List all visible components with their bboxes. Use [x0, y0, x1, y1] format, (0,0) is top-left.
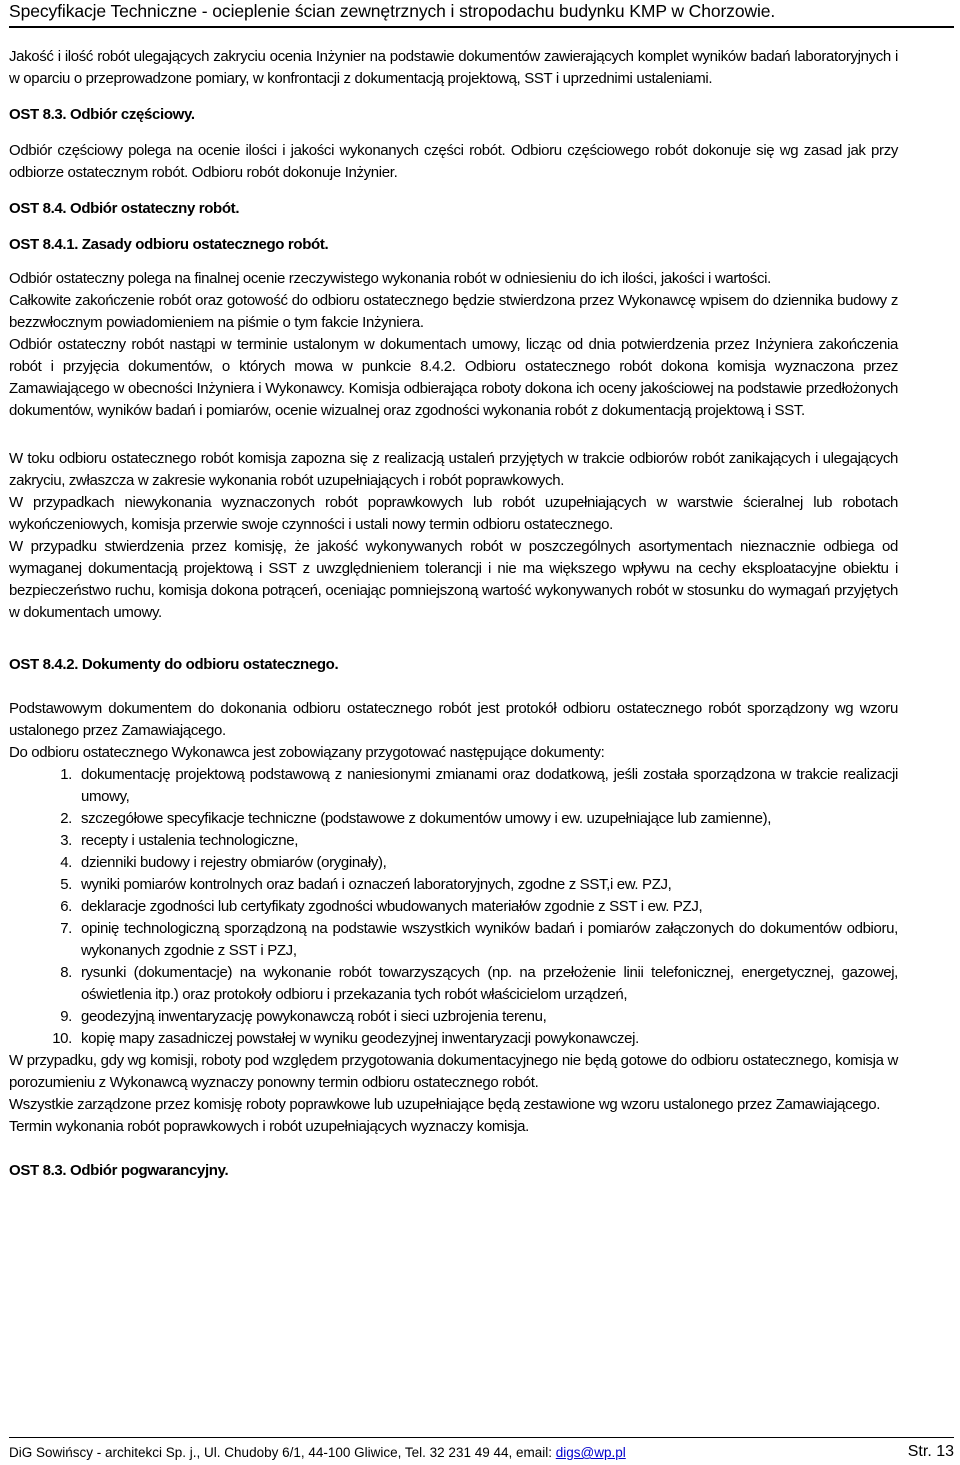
list-item-text: rysunki (dokumentacje) na wykonanie robót towarzyszących (np. na przełożenie linii telefonicznej, energetycznej, gazowej, oświetlenia itp.) oraz protokoły odbioru i przekazania tych robót właścicielom urządzeń, [81, 964, 898, 1003]
paragraph-8-4-1-d: W toku odbioru ostatecznego robót komisja zapozna się z realizacją ustaleń przyjętych w trakcie odbiorów robót zanikających i ulegających zakryciu, zwłaszcza w zakresie wykonania robót uzupełniających i robót poprawkowych. [9, 450, 898, 489]
section-heading-8-3: OST 8.3. Odbiór częściowy. [9, 106, 195, 123]
list-item [9, 1028, 898, 1050]
list-item-number: 5. [60, 876, 72, 893]
list-item-text: kopię mapy zasadniczej powstałej w wyniku geodezyjnej inwentaryzacji powykonawczej. [81, 1030, 639, 1047]
paragraph-8-4-1-c: Odbiór ostateczny robót nastąpi w terminie ustalonym w dokumentach umowy, licząc od dnia potwierdzenia przez Inżyniera zakończenia robót i przyjęcia dokumentów, o których mowa w punkcie 8.4.2. Odbioru ostatecznego robót dokona komisja wyznaczona przez Zamawiającego w obecności Inżyniera i Wykonawcy. Komisja odbierająca roboty dokona ich oceny jakościowej na podstawie przedłożonych dokumentów, wyników badań i pomiarów, ocenie wizualnej oraz zgodności wykonania robót z dokumentacją projektową i SST. [9, 336, 898, 419]
list-item-text: szczegółowe specyfikacje techniczne (podstawowe z dokumentów umowy i ew. uzupełniające lub zamienne), [81, 810, 772, 827]
paragraph-8-4-1-f: W przypadku stwierdzenia przez komisję, że jakość wykonywanych robót w poszczególnych asortymentach nieznacznie odbiega od wymaganej dokumentacją projektową i SST z uwzględnieniem tolerancji i nie ma większego wpływu na cechy eksploatacyjne obiektu i bezpieczeństwo ruchu, komisja dokona potrąceń, oceniając pomniejszoną wartość wykonywanych robót w stosunku do wymagań przyjętych w dokumentach umowy. [9, 538, 898, 621]
paragraph-8-4-2-a: Podstawowym dokumentem do dokonania odbioru ostatecznego robót jest protokół odbioru ostatecznego robót sporządzony wg wzoru ustalonego przez Zamawiającego. [9, 700, 898, 739]
list-item-number: 9. [60, 1008, 72, 1025]
list-item [9, 1006, 898, 1028]
paragraph-8-4-1-a: Odbiór ostateczny polega na finalnej ocenie rzeczywistego wykonania robót w odniesieniu do ich ilości, jakości i wartości. [9, 270, 771, 287]
list-item-text: geodezyjną inwentaryzację powykonawczą robót i sieci uzbrojenia terenu, [81, 1008, 547, 1025]
footer-email-link[interactable]: digs@wp.pl [555, 1445, 626, 1460]
list-item [9, 874, 898, 896]
section-heading-pogwarancyjny: OST 8.3. Odbiór pogwarancyjny. [9, 1162, 229, 1179]
list-item-text: wyniki pomiarów kontrolnych oraz badań i oznaczeń laboratoryjnych, zgodne z SST,i ew. PZJ, [81, 876, 672, 893]
document-body [9, 46, 898, 1182]
paragraph-8-4-2-e: Termin wykonania robót poprawkowych i robót uzupełniających wyznaczy komisja. [9, 1118, 529, 1135]
list-item-number: 8. [60, 964, 72, 981]
document-title: Specyfikacje Techniczne - ocieplenie ścian zewnętrznych i stropodachu budynku KMP w Chorzowie. [9, 1, 776, 21]
paragraph-8-4-2-d: Wszystkie zarządzone przez komisję roboty poprawkowe lub uzupełniające będą zestawione wg wzoru ustalonego przez Zamawiającego. [9, 1096, 881, 1113]
list-item-text: dzienniki budowy i rejestry obmiarów (oryginały), [81, 854, 387, 871]
list-item-text: deklaracje zgodności lub certyfikaty zgodności wbudowanych materiałów zgodnie z SST i ew. PZJ, [81, 898, 703, 915]
list-item-number: 6. [60, 898, 72, 915]
paragraph-8-4-1-e: W przypadkach niewykonania wyznaczonych robót poprawkowych lub robót uzupełniających w warstwie ścieralnej lub robotach wykończeniowych, komisja przerwie swoje czynności i ustali nowy termin odbioru ostatecznego. [9, 494, 898, 533]
list-item-number: 4. [60, 854, 72, 871]
list-item-number: 10. [52, 1030, 72, 1047]
list-item-number: 1. [60, 766, 72, 783]
paragraph-8-4-1-b: Całkowite zakończenie robót oraz gotowość do odbioru ostatecznego będzie stwierdzona przez Wykonawcę wpisem do dziennika budowy z bezzwłocznym powiadomieniem na piśmie o tym fakcie Inżyniera. [9, 292, 898, 331]
footer-company-text: DiG Sowińscy - architekci Sp. j., Ul. Chudoby 6/1, 44-100 Gliwice, Tel. 32 231 49 44, email: [9, 1445, 556, 1460]
list-item [9, 918, 898, 962]
footer-company-info [9, 1441, 626, 1465]
list-item [9, 830, 898, 852]
list-item [9, 962, 898, 1006]
list-item [9, 764, 898, 808]
intro-paragraph: Jakość i ilość robót ulegających zakryciu ocenia Inżynier na podstawie dokumentów zawierających komplet wyników badań laboratoryjnych i w oparciu o przeprowadzone pomiary, w konfrontacji z dokumentacją projektową, SST i uprzednimi ustaleniami. [9, 48, 898, 87]
section-heading-8-4-1: OST 8.4.1. Zasady odbioru ostatecznego robót. [9, 236, 329, 253]
list-item [9, 852, 898, 874]
list-item [9, 808, 898, 830]
list-item [9, 896, 898, 918]
paragraph-8-3: Odbiór częściowy polega na ocenie ilości i jakości wykonanych części robót. Odbioru częściowego robót dokonuje się wg zasad jak przy odbiorze ostatecznym robót. Odbioru robót dokonuje Inżynier. [9, 142, 898, 181]
paragraph-8-4-2-b: Do odbioru ostatecznego Wykonawca jest zobowiązany przygotować następujące dokumenty: [9, 744, 605, 761]
section-heading-8-4-2: OST 8.4.2. Dokumenty do odbioru ostatecznego. [9, 656, 339, 673]
list-item-number: 7. [60, 920, 72, 937]
section-heading-8-4: OST 8.4. Odbiór ostateczny robót. [9, 200, 240, 217]
list-item-number: 3. [60, 832, 72, 849]
list-item-text: recepty i ustalenia technologiczne, [81, 832, 299, 849]
page-number: Str. 13 [907, 1443, 954, 1460]
list-item-text: dokumentację projektową podstawową z naniesionymi zmianami oraz dodatkową, jeśli została sporządzona w trakcie realizacji umowy, [81, 766, 898, 805]
page-header [9, 0, 954, 28]
list-item-number: 2. [60, 810, 72, 827]
paragraph-8-4-2-c: W przypadku, gdy wg komisji, roboty pod względem przygotowania dokumentacyjnego nie będą gotowe do odbioru ostatecznego, komisja w porozumieniu z Wykonawcą wyznaczy ponowny termin odbioru ostatecznego robót. [9, 1052, 898, 1091]
list-item-text: opinię technologiczną sporządzoną na podstawie wszystkich wyników badań i pomiarów załączonych do dokumentów odbioru, wykonanych zgodnie z SST i PZJ, [81, 920, 898, 959]
documents-list [9, 764, 898, 1050]
page-footer [9, 1437, 954, 1464]
